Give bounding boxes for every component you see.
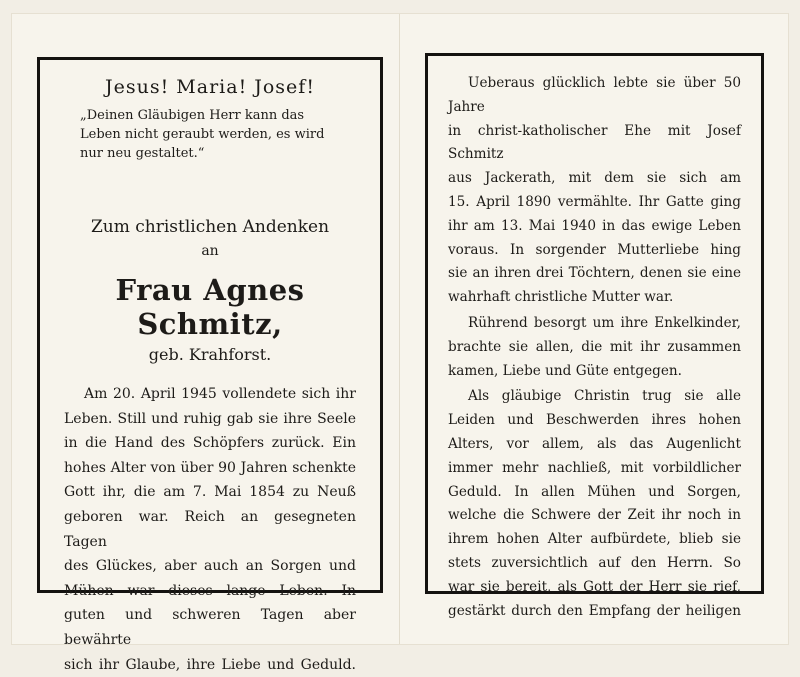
memorial-an: an (201, 243, 219, 259)
paragraph-faith (448, 385, 741, 623)
deceased-name: Frau Agnes Schmitz, (115, 273, 305, 341)
text-line: sie an ihren drei Töchtern, denen sie eine (448, 265, 741, 282)
biography-text (64, 382, 356, 677)
text-line: gestärkt durch den Empfang der heiligen (448, 602, 741, 619)
text-line: ihr am 13. Mai 1940 in das ewige Leben (448, 217, 741, 234)
text-line: voraus. In sorgender Mutterliebe hing (448, 241, 741, 258)
card-fold-line (399, 14, 400, 644)
text-line: guten und schweren Tagen aber bewährte (64, 607, 356, 648)
memorial-heading: Zum christlichen Andenken (90, 217, 330, 237)
right-panel (425, 53, 764, 619)
text-line: war sie bereit, als Gott der Herr sie rief, (448, 578, 741, 595)
text-line: Mühen war dieses lange Leben. In (64, 582, 356, 599)
text-line: hohes Alter von über 90 Jahren schenkte (64, 459, 356, 476)
text-line: stets zuversichtlich auf den Herrn. So (448, 554, 741, 571)
text-line: in die Hand des Schöpfers zurück. Ein (64, 435, 356, 452)
text-line: kamen, Liebe und Güte entgegen. (448, 362, 682, 379)
text-line: Als gläubige Christin trug sie alle (468, 388, 741, 405)
quote-line: nur neu gestaltet.“ (80, 146, 205, 161)
text-line: aus Jackerath, mit dem sie sich am (448, 170, 741, 187)
text-line: Rührend besorgt um ihre Enkelkinder, (468, 314, 741, 331)
text-line: Alters, vor allem, als das Augenlicht (448, 435, 741, 452)
text-line: sich ihr Glaube, ihre Liebe und Geduld. (64, 656, 356, 673)
text-line: brachte sie allen, die mit ihr zusammen (448, 338, 741, 355)
text-line: immer mehr nachließ, mit vorbildlicher (448, 459, 741, 476)
text-line: des Glückes, aber auch an Sorgen und (64, 558, 356, 575)
text-line: Leben. Still und ruhig gab sie ihre Seele (64, 410, 356, 427)
quote-line: Leben nicht geraubt werden, es wird (80, 127, 325, 142)
text-line: wahrhaft christliche Mutter war. (448, 289, 674, 306)
text-line: welche die Schwere der Zeit ihr noch in (448, 507, 741, 524)
left-panel (37, 57, 383, 673)
text-line: Am 20. April 1945 vollendete sich ihr (84, 386, 356, 402)
text-line: in christ-katholischer Ehe mit Josef Schmitz (448, 122, 741, 163)
text-line: ihrem hohen Alter aufbürdete, blieb sie (448, 531, 741, 548)
paragraph-grandchildren (448, 312, 741, 383)
text-line: Geduld. In allen Mühen und Sorgen, (448, 483, 741, 500)
invocation-heading: Jesus! Maria! Josef! (105, 76, 315, 98)
text-line: Gott ihr, die am 7. Mai 1854 zu Neuß (64, 484, 356, 501)
quote-line: „Deinen Gläubigen Herr kann das (80, 108, 305, 123)
paragraph-marriage (448, 72, 741, 310)
text-line: Ueberaus glücklich lebte sie über 50 Jahre (448, 75, 741, 115)
text-line: geboren war. Reich an gesegneten Tagen (64, 508, 356, 550)
bible-quote (64, 106, 356, 163)
maiden-name: geb. Krahforst. (148, 345, 272, 364)
text-line: Leiden und Beschwerden ihres hohen (448, 412, 741, 429)
text-line: 15. April 1890 vermählte. Ihr Gatte ging (448, 193, 741, 210)
